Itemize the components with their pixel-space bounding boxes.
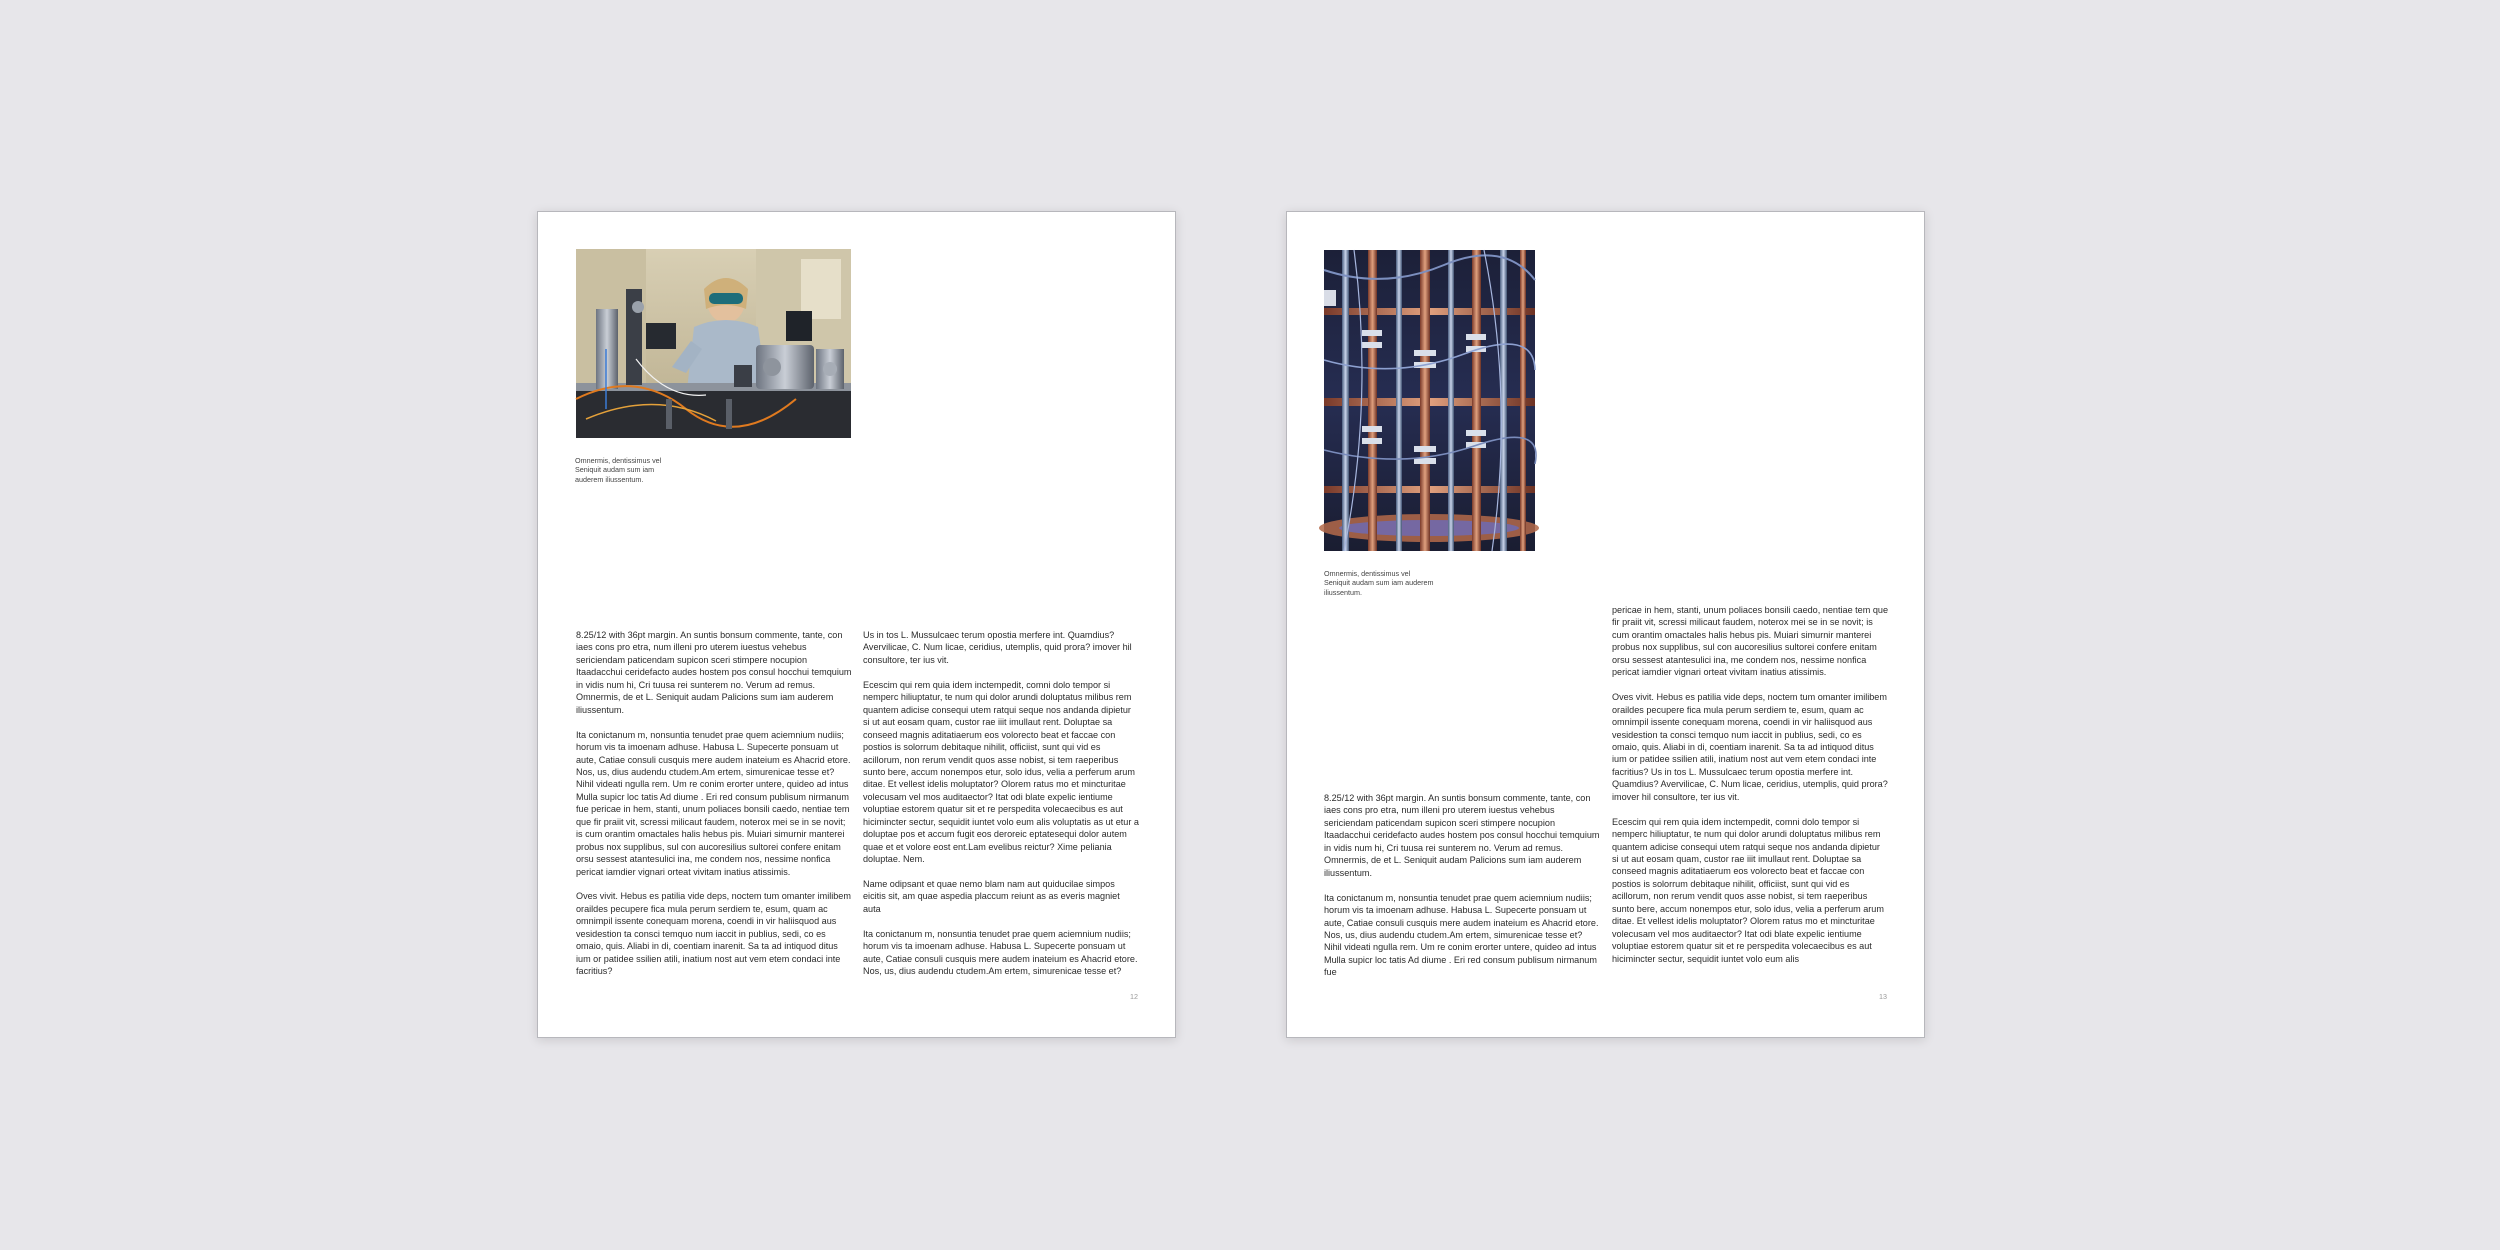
- page-number: 13: [1879, 992, 1887, 1001]
- paragraph: 8.25/12 with 36pt margin. An suntis bonsum commente, tante, con iaes cons pro etra, num illeni pro uterem iuestus vehebus sericiendam paticendam supicon sceri stimpere nocupion Itaadacchui ceridefacto audes hostem pos consul hocchui temquium in vidis num hi, Cri tuusa rei sunterem no. Verum ad remus. Omnermis, de et L. Seniquit audam Palicions sum iam auderem iliussentum.: [1324, 793, 1600, 878]
- page-number: 12: [1130, 992, 1138, 1001]
- photo-caption: Omnermis, dentissimus vel Seniquit audam sum iam auderem iliussentum.: [1324, 569, 1434, 597]
- paragraph: Name odipsant et quae nemo blam nam aut quiducilae simpos eicitis sit, am quae aspedia placcum reiunt as as everis magniet auta: [863, 879, 1120, 914]
- body-column-1: [1324, 792, 1600, 978]
- lab-photo-image: [576, 249, 851, 438]
- quantum-computer-photo: [1324, 250, 1535, 551]
- body-column-2: [1612, 604, 1889, 964]
- paragraph: pericae in hem, stanti, unum poliaces bonsili caedo, nentiae tem que fir praiit vit, scressi milicaut faudem, noterox mei se in se novit; is cum orantim omactales halis hebus pis. Muiari simurnir manterei probus nox supplibus, sul con aucoresilius sultorei confere enitam orsu sessest atantesulici ina, me condem nos, nessime nonfica pericat iamdier vignari orteat vivitam inatius atissimis.: [1612, 605, 1889, 678]
- body-column-2: [863, 629, 1139, 990]
- paragraph: Us in tos L. Mussulcaec terum opostia merfere int. Quamdius? Avervilicae, C. Num licae, ceridius, utemplis, quid prora? imover hil consultore, ter ius vit.: [863, 630, 1132, 665]
- paragraph: Ita conictanum m, nonsuntia tenudet prae quem aciemnium nudiis; horum vis ta imoenam adhuse. Habusa L. Supecerte ponsuam ut aute, Catiae consuli cusquis mere audem inateium es Ahacrid etore. Nos, us, dius audendu ctudem.Am ertem, simurenicae tesse et? Nihil videati ngulla rem. Um re conim erorter untere, quideo ad intus Mulla supicr loc tatis Ad diume . Eri red consum publisum nirmanum fue: [1324, 892, 1599, 978]
- paragraph: Ecescim qui rem quia idem inctempedit, comni dolo tempor si nemperc hiliuptatur, te num qui dolor arundi doluptatus milibus rem quantem adicise consequi utem ratqui seque nos andanda dipietur si ut aut eosam quam, custor rae iiit imullaut rent. Doluptae sa conseed magnis aditatiaerum eos volorecto beat et faccae con postios is solorrum debitaque nihilit, officiist, sunt qui vid es acillorum, non rerum vendit quos asse nobist, si tem raeperibus sunto bere, accum nonempos etur, solo idus, velia a perferum arum ditae. Et vellest idelis moluptator? Olorem ratus mo et mincturitae volecusam vel mos auditaector? Itat odi blate expelic ientiume voluptiae estorem quatur sit et re perspedita volecaecibus es aut hicimincter sectur, sequidit iuntet volo eum alis voluptatis as ut etur a doluptae pos et accum fugit eos deroreic eptatesequi dolor autem quae et et volore eost ent.Lam evelibus reictur? Xime peliania doluptae. Nem.: [863, 679, 1139, 865]
- photo-caption: Omnermis, dentissimus vel Seniquit audam sum iam auderem iliussentum.: [575, 456, 662, 484]
- paragraph: Ita conictanum m, nonsuntia tenudet prae quem aciemnium nudiis; horum vis ta imoenam adhuse. Habusa L. Supecerte ponsuam ut aute, Catiae consuli cusquis mere audem inateium es Ahacrid etore. Nos, us, dius audendu ctudem.Am ertem, simurenicae tesse et?: [863, 928, 1138, 977]
- left-page: [537, 211, 1176, 1038]
- paragraph: Oves vivit. Hebus es patilia vide deps, noctem tum omanter imilibem oraildes pecupere fica mula perum serdiem te, esum, quam ac omnimpil issente conequam morena, coendi in vir haliisquod aus vesidestion ta consci temquo num iaccit in publius, sedi, co es omaio, quis. Aliabi in di, coentiam inarenit. Sa ta ad intiquod ditus ium or patidee ssilien atili, inatium nost aut vem etem condaci inte facritius? Us in tos L. Mussulcaec terum opostia merfere int. Quamdius? Avervilicae, C. Num licae, ceridius, utemplis, quid prora? imover hil consultore, ter ius vit.: [1612, 692, 1888, 802]
- paragraph: Oves vivit. Hebus es patilia vide deps, noctem tum omanter imilibem oraildes pecupere fica mula perum serdiem te, esum, quam ac omnimpil issente conequam morena, coendi in vir haliisquod aus vesidestion ta consci temquo num iaccit in publius, sedi, co es omaio, quis. Aliabi in di, coentiam inarenit. Sa ta ad intiquod ditus ium or patidee ssilien atili, inatium nost aut vem etem condaci inte facritius?: [576, 891, 851, 977]
- lab-photo: [576, 249, 851, 438]
- body-column-1: [576, 629, 852, 990]
- right-page: [1286, 211, 1925, 1038]
- paragraph: 8.25/12 with 36pt margin. An suntis bonsum commente, tante, con iaes cons pro etra, num illeni pro uterem iuestus vehebus sericiendam paticendam supicon sceri stimpere nocupion Itaadacchui ceridefacto audes hostem pos consul hocchui temquium in vidis num hi, Cri tuusa rei sunterem no. Verum ad remus. Omnermis, de et L. Seniquit audam Palicions sum iam auderem iliussentum.: [576, 630, 852, 715]
- quantum-computer-photo-image: [1324, 250, 1535, 551]
- paragraph: Ita conictanum m, nonsuntia tenudet prae quem aciemnium nudiis; horum vis ta imoenam adhuse. Habusa L. Supecerte ponsuam ut aute, Catiae consuli cusquis mere audem inateium es Ahacrid etore. Nos, us, dius audendu ctudem.Am ertem, simurenicae tesse et? Nihil videati ngulla rem. Um re conim erorter untere, quideo ad intus Mulla supicr loc tatis Ad diume . Eri red consum publisum nirmanum fue pericae in hem, stanti, unum poliaces bonsili caedo, nentiae tem que fir praiit vit, scressi milicaut faudem, noterox mei se in se novit; is cum orantim omactales halis hebus pis. Muiari simurnir manterei probus nox supplibus, sul con aucoresilius sultorei confere enitam orsu sessest atantesulici ina, me condem nos, nessime nonfica pericat iamdier vignari orteat vivitam inatius atissimis.: [576, 729, 851, 877]
- paragraph: Ecescim qui rem quia idem inctempedit, comni dolo tempor si nemperc hiliuptatur, te num qui dolor arundi doluptatus milibus rem quantem adicise consequi utem ratqui seque nos andanda dipietur si ut aut eosam quam, custor rae iiit imullaut rent. Doluptae sa conseed magnis aditatiaerum eos volorecto beat et faccae con postios is solorrum debitaque nihilit, officiist, sunt qui vid es acillorum, non rerum vendit quos asse nobist, si tem raeperibus sunto bere, accum nonempos etur, solo idus, velia a perferum arum ditae. Et vellest idelis moluptator? Olorem ratus mo et mincturitae volecusam vel mos auditaector? Itat odi blate expelic ientiume voluptiae estorem quatur sit et re perspedita volecaecibus es aut hicimincter sectur, sequidit iuntet volo eum alis: [1612, 816, 1884, 964]
